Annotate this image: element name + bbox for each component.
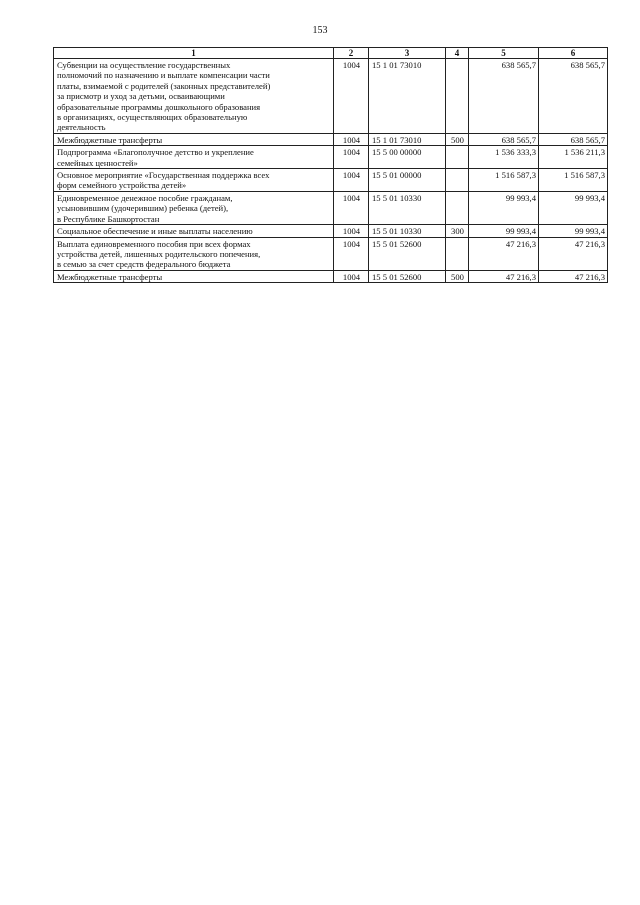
table-row [54, 225, 608, 237]
column-header-3: 3 [369, 48, 446, 59]
section-code: 1004 [334, 191, 369, 224]
table-row [54, 146, 608, 169]
amount-column-5: 99 993,4 [469, 191, 539, 224]
page-number: 153 [312, 25, 328, 36]
amount-column-6: 47 216,3 [539, 237, 608, 270]
column-header-6: 6 [539, 48, 608, 59]
section-code: 1004 [334, 225, 369, 237]
section-code: 1004 [334, 169, 369, 192]
amount-column-5: 99 993,4 [469, 225, 539, 237]
expense-type-code [446, 146, 469, 169]
section-code: 1004 [334, 59, 369, 134]
row-name: Межбюджетные трансферты [54, 133, 334, 145]
table-row [54, 191, 608, 224]
column-header-5: 5 [469, 48, 539, 59]
target-article-code: 15 5 01 00000 [369, 169, 446, 192]
table-row [54, 59, 608, 134]
expense-type-code: 300 [446, 225, 469, 237]
row-name: Подпрограмма «Благополучное детство и укрепление семейных ценностей» [54, 146, 334, 169]
amount-column-5: 638 565,7 [469, 59, 539, 134]
target-article-code: 15 5 01 10330 [369, 225, 446, 237]
column-header-4: 4 [446, 48, 469, 59]
target-article-code: 15 5 01 52600 [369, 270, 446, 282]
column-header-2: 2 [334, 48, 369, 59]
section-code: 1004 [334, 146, 369, 169]
expense-type-code: 500 [446, 133, 469, 145]
table-row [54, 270, 608, 282]
amount-column-5: 638 565,7 [469, 133, 539, 145]
expense-type-code [446, 237, 469, 270]
table-row [54, 237, 608, 270]
amount-column-6: 99 993,4 [539, 225, 608, 237]
row-name: Основное мероприятие «Государственная поддержка всех форм семейного устройства детей» [54, 169, 334, 192]
amount-column-6: 47 216,3 [539, 270, 608, 282]
row-name: Выплата единовременного пособия при всех формах устройства детей, лишенных родительского попечения, в семью за счет средств федерального бюджета [54, 237, 334, 270]
expense-type-code: 500 [446, 270, 469, 282]
row-name: Субвенции на осуществление государственных полномочий по назначению и выплате компенсации части платы, взимаемой с родителей (законных представителей) за присмотр и уход за детьми, осваивающими образовательные программы дошкольного образования в организациях, осуществляющих образовательную деятельность [54, 59, 334, 134]
table-header-row [54, 48, 608, 59]
target-article-code: 15 5 00 00000 [369, 146, 446, 169]
target-article-code: 15 1 01 73010 [369, 133, 446, 145]
section-code: 1004 [334, 270, 369, 282]
expense-type-code [446, 191, 469, 224]
amount-column-5: 1 536 333,3 [469, 146, 539, 169]
amount-column-5: 47 216,3 [469, 237, 539, 270]
column-header-1: 1 [54, 48, 334, 59]
amount-column-6: 638 565,7 [539, 59, 608, 134]
amount-column-5: 47 216,3 [469, 270, 539, 282]
table-row [54, 133, 608, 145]
amount-column-6: 1 536 211,3 [539, 146, 608, 169]
row-name: Социальное обеспечение и иные выплаты населению [54, 225, 334, 237]
section-code: 1004 [334, 133, 369, 145]
amount-column-6: 99 993,4 [539, 191, 608, 224]
amount-column-6: 638 565,7 [539, 133, 608, 145]
target-article-code: 15 5 01 10330 [369, 191, 446, 224]
row-name: Единовременное денежное пособие гражданам, усыновившим (удочерившим) ребенка (детей), в Республике Башкортостан [54, 191, 334, 224]
amount-column-6: 1 516 587,3 [539, 169, 608, 192]
table-row [54, 169, 608, 192]
expense-type-code [446, 169, 469, 192]
expense-type-code [446, 59, 469, 134]
amount-column-5: 1 516 587,3 [469, 169, 539, 192]
row-name: Межбюджетные трансферты [54, 270, 334, 282]
target-article-code: 15 1 01 73010 [369, 59, 446, 134]
target-article-code: 15 5 01 52600 [369, 237, 446, 270]
section-code: 1004 [334, 237, 369, 270]
budget-table [53, 47, 608, 283]
